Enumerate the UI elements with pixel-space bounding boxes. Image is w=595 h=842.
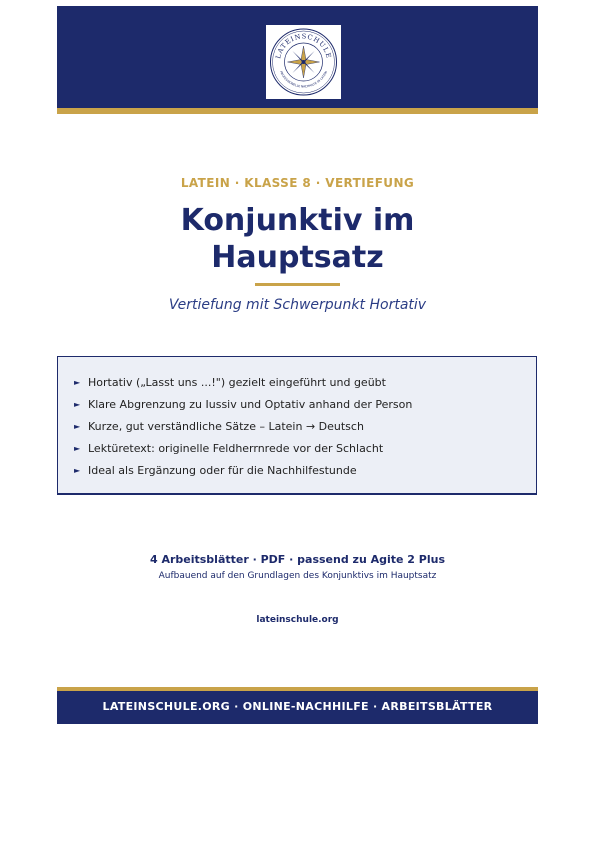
compass-rose-icon <box>266 25 341 99</box>
website-link[interactable]: lateinschule.org <box>256 615 339 625</box>
footer-band <box>57 691 538 724</box>
feature-item <box>74 438 412 460</box>
footer-text: LATEINSCHULE.ORG · ONLINE-NACHHILFE · ARBEITSBLÄTTER <box>102 700 493 713</box>
feature-box <box>57 356 537 495</box>
logo <box>266 25 341 99</box>
product-format-line: 4 Arbeitsblätter · PDF · passend zu Agite 2 Plus <box>149 553 446 566</box>
feature-item <box>74 460 412 482</box>
feature-text: Ideal als Ergänzung oder für die Nachhilfestunde <box>88 464 357 477</box>
header-gold-stripe <box>57 108 538 114</box>
subject-kicker: LATEIN · KLASSE 8 · VERTIEFUNG <box>180 176 415 190</box>
feature-text: Lektüretext: originelle Feldherrnrede vor der Schlacht <box>88 442 384 455</box>
bullet-icon: ► <box>74 400 81 409</box>
feature-item <box>74 394 412 416</box>
bullet-icon: ► <box>74 444 81 453</box>
feature-item <box>74 416 412 438</box>
feature-list <box>74 372 412 482</box>
logo-ring-text-bottom: PROFESSIONELLE NACHHILFE IN LATEIN <box>278 70 329 89</box>
feature-text: Klare Abgrenzung zu Iussiv und Optativ anhand der Person <box>88 398 413 411</box>
logo-ring-text-top: LATEINSCHULE <box>274 32 333 60</box>
feature-text: Hortativ („Lasst uns ...!") gezielt eingeführt und geübt <box>88 376 386 389</box>
bullet-icon: ► <box>74 378 81 387</box>
feature-text: Kurze, gut verständliche Sätze – Latein → Deutsch <box>88 420 364 433</box>
bullet-icon: ► <box>74 466 81 475</box>
page-title <box>57 202 538 276</box>
bullet-icon: ► <box>74 422 81 431</box>
page-title-line-2: Hauptsatz <box>211 240 384 275</box>
feature-item <box>74 372 412 394</box>
title-divider <box>255 283 340 286</box>
page-subtitle: Vertiefung mit Schwerpunkt Hortativ <box>168 297 427 313</box>
product-basis-line: Aufbauend auf den Grundlagen des Konjunktivs im Hauptsatz <box>158 571 437 581</box>
page-title-line-1: Konjunktiv im <box>180 203 415 238</box>
